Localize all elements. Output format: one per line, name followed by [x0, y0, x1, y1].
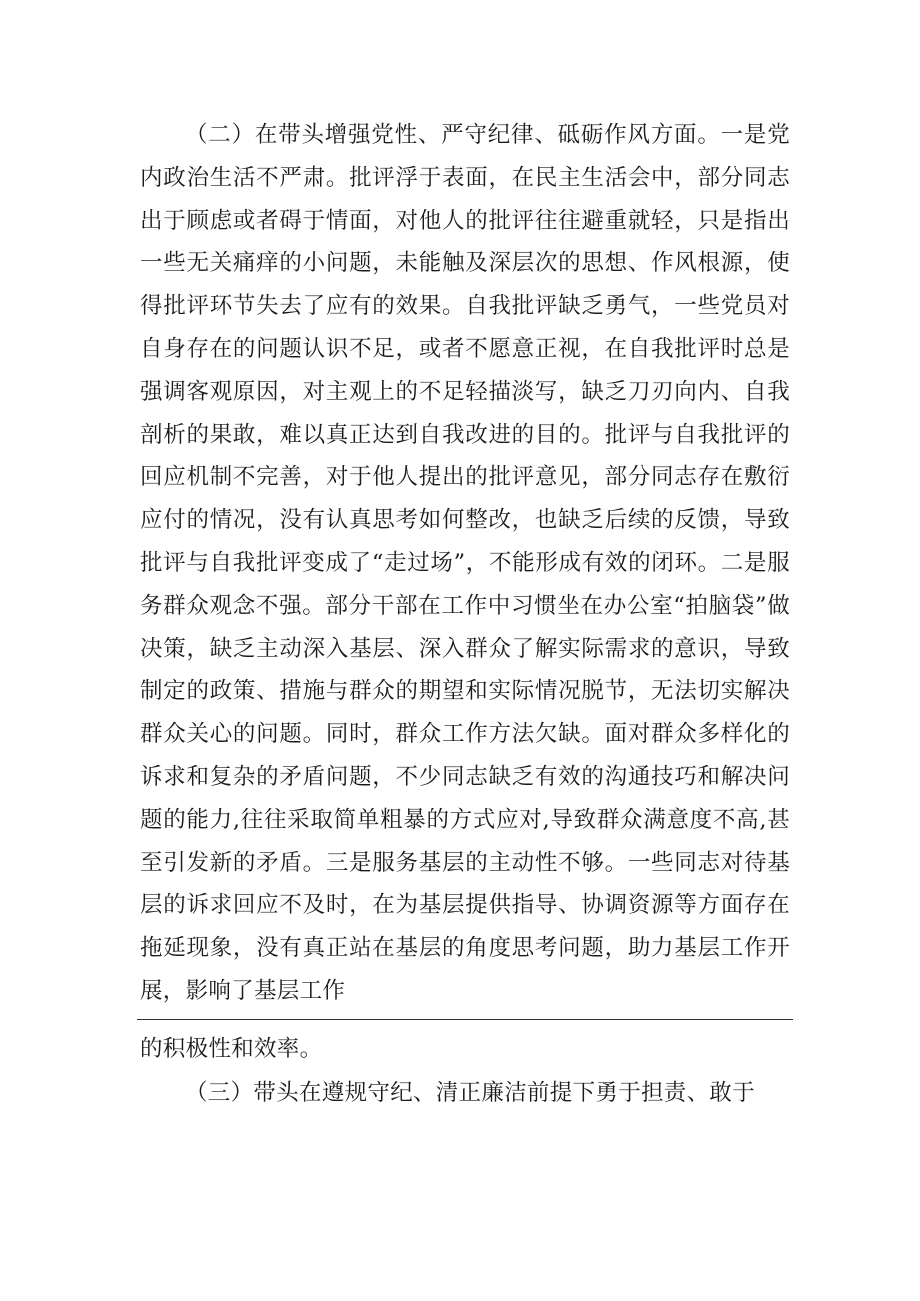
- paragraph-section-three: （三）带头在遵规守纪、清正廉洁前提下勇于担责、敢于: [185, 1080, 756, 1106]
- paragraph-section-two-continued: 的积极性和效率。: [140, 1036, 323, 1062]
- paragraph-section-two: （二）在带头增强党性、严守纪律、砥砺作风方面。一是党内政治生活不严肃。批评浮于表面，在民主生活会中，部分同志出于顾虑或者碍于情面，对他人的批评往往避重就轻，只是指出一些无关痛痒的小问题，未能触及深层次的思想、作风根源，使得批评环节失去了应有的效果。自我批评缺乏勇气，一些党员对自身存在的问题认识不足，或者不愿意正视，在自我批评时总是强调客观原因，对主观上的不足轻描淡写，缺乏刀刃向内、自我剖析的果敢，难以真正达到自我改进的目的。批评与自我批评的回应机制不完善，对于他人提出的批评意见，部分同志存在敷衍应付的情况，没有认真思考如何整改，也缺乏后续的反馈，导致批评与自我批评变成了“走过场”，不能形成有效的闭环。二是服务群众观念不强。部分干部在工作中习惯坐在办公室“拍脑袋”做决策，缺乏主动深入基层、深入群众了解实际需求的意识，导致制定的政策、措施与群众的期望和实际情况脱节，无法切实解决群众关心的问题。同时，群众工作方法欠缺。面对群众多样化的诉求和复杂的矛盾问题，不少同志缺乏有效的沟通技巧和解决问题的能力,往往采取简单粗暴的方式应对,导致群众满意度不高,甚至引发新的矛盾。三是服务基层的主动性不够。一些同志对待基层的诉求回应不及时，在为基层提供指导、协调资源等方面存在拖延现象，没有真正站在基层的角度思考问题，助力基层工作开展，影响了基层工作: [140, 122, 790, 1004]
- page-divider-line: [137, 1019, 793, 1020]
